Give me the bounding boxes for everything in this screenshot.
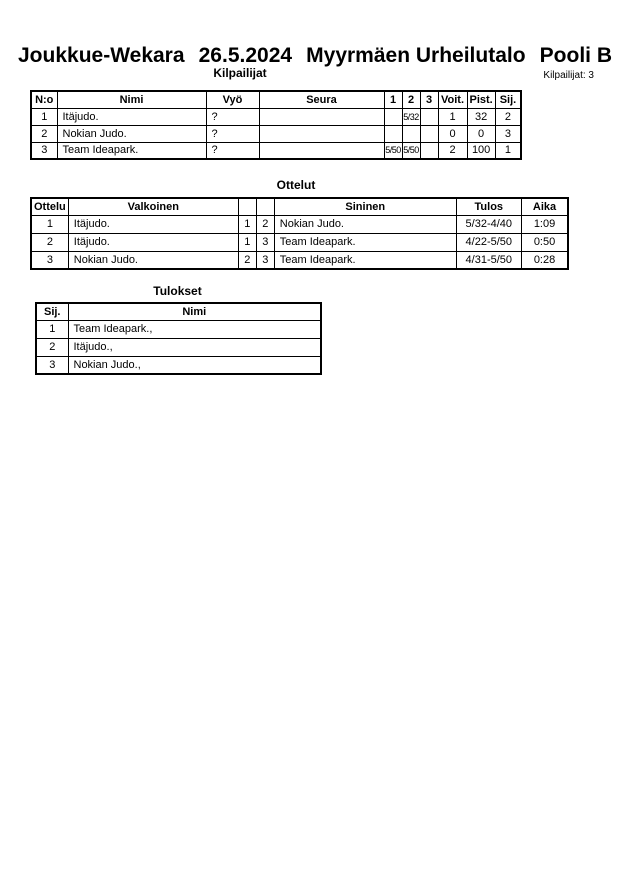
competitors-table: [30, 90, 522, 160]
white-competitor: Itäjudo.: [68, 215, 238, 233]
header-name: Nimi: [68, 303, 321, 320]
page-title: [18, 44, 612, 68]
header-number: N:o: [31, 91, 57, 108]
match-time: 0:50: [521, 233, 568, 251]
competitor-wins: 0: [438, 125, 467, 142]
competitor-number: 2: [31, 125, 57, 142]
header-blue: Sininen: [274, 198, 456, 215]
header-white-number: [238, 198, 256, 215]
result-rank: 2: [36, 338, 68, 356]
competitor-belt: ?: [206, 108, 259, 125]
header-white: Valkoinen: [68, 198, 238, 215]
blue-number: 3: [256, 251, 274, 269]
blue-number: 3: [256, 233, 274, 251]
competitor-wins: 1: [438, 108, 467, 125]
competitor-points: 0: [467, 125, 495, 142]
competitor-name: Itäjudo.: [57, 108, 206, 125]
result-row: [36, 320, 321, 338]
white-number: 1: [238, 215, 256, 233]
match-row: [31, 215, 568, 233]
match-row: [31, 233, 568, 251]
competitor-belt: ?: [206, 142, 259, 159]
score-vs-1: 5/50: [384, 142, 402, 159]
competitor-number: 3: [31, 142, 57, 159]
competitor-club: [259, 125, 384, 142]
result-name: Itäjudo.,: [68, 338, 321, 356]
match-number: 3: [31, 251, 68, 269]
white-number: 1: [238, 233, 256, 251]
result-rank: 3: [36, 356, 68, 374]
competitor-row: [31, 125, 521, 142]
result-rank: 1: [36, 320, 68, 338]
white-competitor: Nokian Judo.: [68, 251, 238, 269]
competitor-row: [31, 108, 521, 125]
competitor-rank: 2: [495, 108, 521, 125]
blue-competitor: Team Ideapark.: [274, 251, 456, 269]
event-venue: Myyrmäen Urheilutalo: [306, 44, 526, 67]
results-table: [35, 302, 322, 375]
match-number: 1: [31, 215, 68, 233]
event-date: 26.5.2024: [198, 44, 293, 67]
competitor-club: [259, 142, 384, 159]
white-number: 2: [238, 251, 256, 269]
header-rank: Sij.: [36, 303, 68, 320]
score-vs-3: [420, 108, 438, 125]
pool-name: Pooli B: [539, 44, 612, 67]
header-time: Aika: [521, 198, 568, 215]
competitors-header-row: [31, 91, 521, 108]
competitor-wins: 2: [438, 142, 467, 159]
match-row: [31, 251, 568, 269]
matches-table: [30, 197, 569, 270]
results-header-row: [36, 303, 321, 320]
match-time: 1:09: [521, 215, 568, 233]
score-vs-1: [384, 125, 402, 142]
score-vs-3: [420, 125, 438, 142]
header-blue-number: [256, 198, 274, 215]
score-vs-2: 5/32: [402, 108, 420, 125]
header-opponent-1: 1: [384, 91, 402, 108]
competitor-points: 32: [467, 108, 495, 125]
competitor-rank: 1: [495, 142, 521, 159]
header-club: Seura: [259, 91, 384, 108]
header-opponent-2: 2: [402, 91, 420, 108]
blue-competitor: Team Ideapark.: [274, 233, 456, 251]
results-section-title: Tulokset: [153, 284, 202, 298]
header-wins: Voit.: [438, 91, 467, 108]
match-result: 4/22-5/50: [456, 233, 521, 251]
score-vs-3: [420, 142, 438, 159]
competitor-name: Nokian Judo.: [57, 125, 206, 142]
competitor-belt: ?: [206, 125, 259, 142]
match-result: 4/31-5/50: [456, 251, 521, 269]
competitors-count: Kilpailijat: 3: [543, 70, 594, 81]
competitor-rank: 3: [495, 125, 521, 142]
match-time: 0:28: [521, 251, 568, 269]
score-vs-2: 5/50: [402, 142, 420, 159]
competitor-points: 100: [467, 142, 495, 159]
result-name: Team Ideapark.,: [68, 320, 321, 338]
header-match: Ottelu: [31, 198, 68, 215]
matches-section-title: Ottelut: [276, 178, 316, 192]
match-result: 5/32-4/40: [456, 215, 521, 233]
result-row: [36, 356, 321, 374]
competitor-club: [259, 108, 384, 125]
white-competitor: Itäjudo.: [68, 233, 238, 251]
matches-header-row: [31, 198, 568, 215]
score-vs-1: [384, 108, 402, 125]
header-points: Pist.: [467, 91, 495, 108]
blue-number: 2: [256, 215, 274, 233]
result-row: [36, 338, 321, 356]
competitor-name: Team Ideapark.: [57, 142, 206, 159]
match-number: 2: [31, 233, 68, 251]
competitor-row: [31, 142, 521, 159]
competitors-section-title: Kilpailijat: [213, 66, 267, 80]
score-vs-2: [402, 125, 420, 142]
header-result: Tulos: [456, 198, 521, 215]
competitor-number: 1: [31, 108, 57, 125]
result-name: Nokian Judo.,: [68, 356, 321, 374]
header-belt: Vyö: [206, 91, 259, 108]
header-name: Nimi: [57, 91, 206, 108]
blue-competitor: Nokian Judo.: [274, 215, 456, 233]
header-opponent-3: 3: [420, 91, 438, 108]
header-rank: Sij.: [495, 91, 521, 108]
event-name: Joukkue-Wekara: [18, 44, 185, 67]
